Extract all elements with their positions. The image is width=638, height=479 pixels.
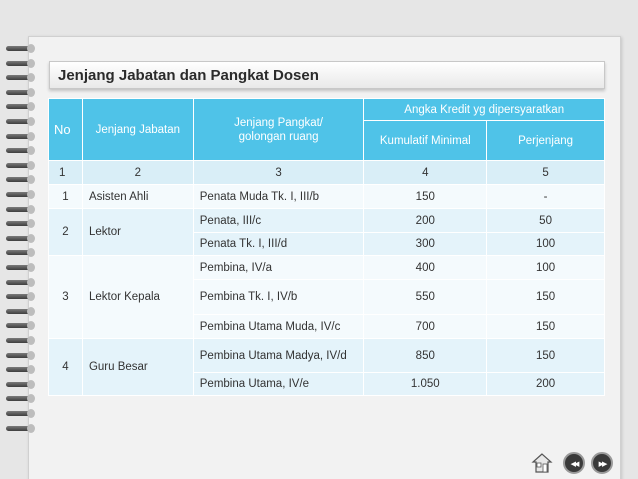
spiral-ring (6, 205, 36, 215)
spiral-ring (6, 380, 36, 390)
cell-pangkat: Pembina Utama Muda, IV/c (193, 315, 364, 339)
cell-pangkat: Penata Tk. I, III/d (193, 233, 364, 256)
cell-kumulatif: 850 (364, 339, 487, 373)
numbering-cell: 1 (49, 161, 83, 185)
cell-kumulatif: 400 (364, 256, 487, 280)
cell-pangkat: Penata, III/c (193, 209, 364, 233)
cell-pangkat: Pembina Utama Madya, IV/d (193, 339, 364, 373)
spiral-ring (6, 248, 36, 258)
spiral-ring (6, 307, 36, 317)
cell-perjenjang: 50 (487, 209, 605, 233)
header-kumulatif-minimal: Kumulatif Minimal (364, 121, 487, 161)
spiral-ring (6, 278, 36, 288)
cell-kumulatif: 550 (364, 280, 487, 315)
spiral-ring (6, 321, 36, 331)
header-jenjang-pangkat: Jenjang Pangkat/ golongan ruang (193, 99, 364, 161)
spiral-ring (6, 102, 36, 112)
spiral-ring (6, 409, 36, 419)
spiral-ring (6, 292, 36, 302)
cell-no: 4 (49, 339, 83, 396)
numbering-row (49, 161, 605, 185)
numbering-cell: 4 (364, 161, 487, 185)
cell-kumulatif: 150 (364, 185, 487, 209)
spiral-ring (6, 424, 36, 434)
spiral-ring (6, 190, 36, 200)
cell-no: 1 (49, 185, 83, 209)
page-title: Jenjang Jabatan dan Pangkat Dosen (58, 67, 319, 84)
header-jenjang-jabatan: Jenjang Jabatan (82, 99, 193, 161)
fast-forward-icon: ▶▶ (598, 461, 606, 468)
cell-jabatan: Lektor Kepala (82, 256, 193, 339)
spiral-ring (6, 59, 36, 69)
spiral-ring (6, 117, 36, 127)
spiral-ring (6, 132, 36, 142)
spiral-ring (6, 234, 36, 244)
cell-perjenjang: - (487, 185, 605, 209)
spiral-ring (6, 219, 36, 229)
numbering-cell: 3 (193, 161, 364, 185)
cell-pangkat: Pembina, IV/a (193, 256, 364, 280)
spiral-ring (6, 146, 36, 156)
table-row (49, 339, 605, 373)
cell-perjenjang: 200 (487, 373, 605, 396)
spiral-ring (6, 44, 36, 54)
cell-jabatan: Lektor (82, 209, 193, 256)
spiral-binding (6, 44, 36, 434)
cell-kumulatif: 700 (364, 315, 487, 339)
table-row (49, 256, 605, 280)
title-bar (49, 61, 605, 89)
cell-no: 3 (49, 256, 83, 339)
spiral-ring (6, 161, 36, 171)
spiral-ring (6, 365, 36, 375)
cell-pangkat: Penata Muda Tk. I, III/b (193, 185, 364, 209)
header-angka-kredit: Angka Kredit yg dipersyaratkan (364, 99, 605, 121)
cell-pangkat: Pembina Tk. I, IV/b (193, 280, 364, 315)
table-row (49, 185, 605, 209)
spiral-ring (6, 263, 36, 273)
spiral-ring (6, 73, 36, 83)
cell-jabatan: Asisten Ahli (82, 185, 193, 209)
cell-no: 2 (49, 209, 83, 256)
cell-pangkat: Pembina Utama, IV/e (193, 373, 364, 396)
spiral-ring (6, 336, 36, 346)
spiral-ring (6, 351, 36, 361)
cell-kumulatif: 1.050 (364, 373, 487, 396)
cell-perjenjang: 150 (487, 280, 605, 315)
header-perjenjang: Perjenjang (487, 121, 605, 161)
spiral-ring (6, 175, 36, 185)
home-button[interactable] (531, 452, 553, 474)
cell-perjenjang: 100 (487, 233, 605, 256)
spiral-ring (6, 88, 36, 98)
rewind-icon: ◀◀ (570, 461, 578, 468)
numbering-cell: 2 (82, 161, 193, 185)
table-row (49, 209, 605, 233)
spiral-ring (6, 394, 36, 404)
home-icon (531, 452, 553, 474)
next-slide-button[interactable] (591, 452, 613, 474)
cell-perjenjang: 150 (487, 315, 605, 339)
cell-perjenjang: 100 (487, 256, 605, 280)
cell-kumulatif: 300 (364, 233, 487, 256)
jenjang-table (48, 98, 605, 396)
cell-perjenjang: 150 (487, 339, 605, 373)
numbering-cell: 5 (487, 161, 605, 185)
header-no: No (49, 99, 83, 161)
previous-slide-button[interactable] (563, 452, 585, 474)
cell-kumulatif: 200 (364, 209, 487, 233)
cell-jabatan: Guru Besar (82, 339, 193, 396)
